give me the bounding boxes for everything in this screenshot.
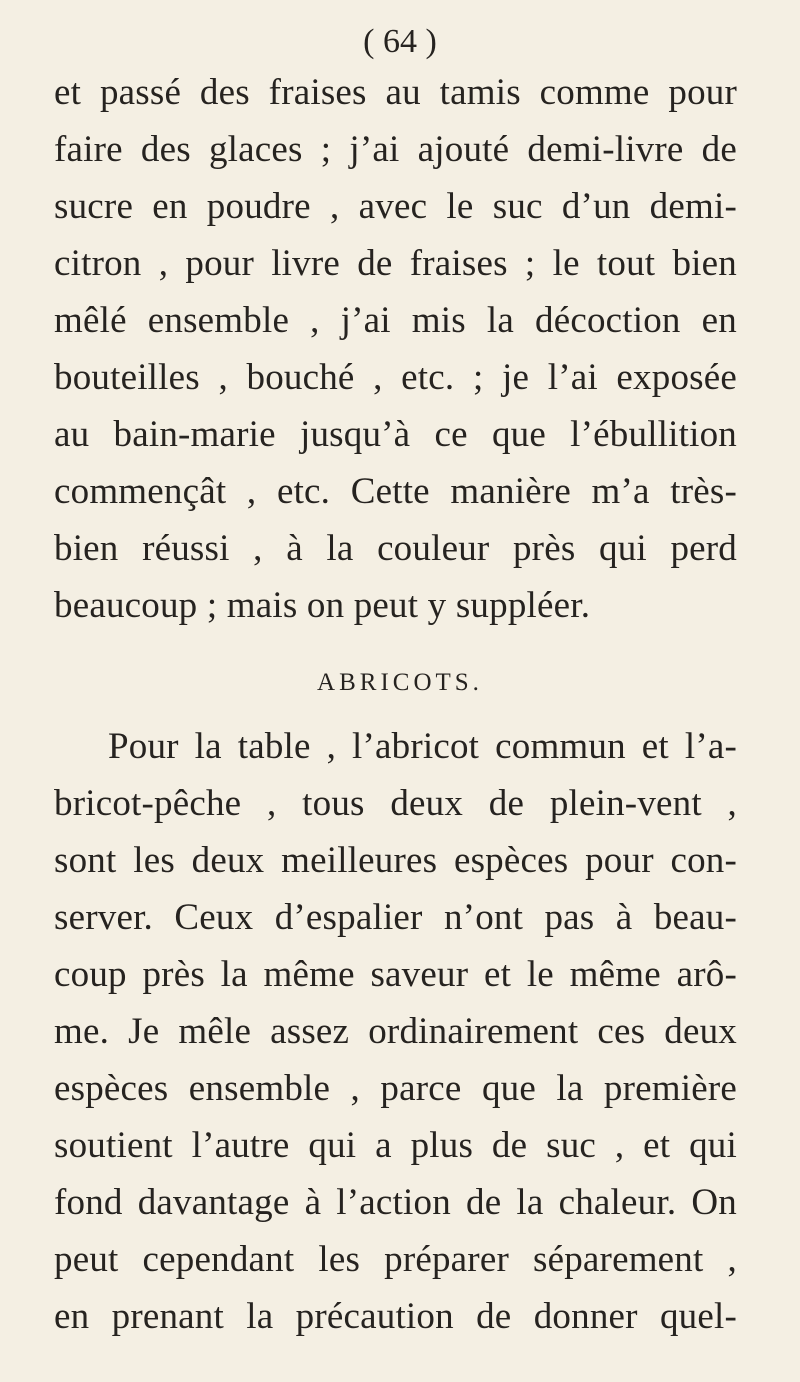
text-line: faire des glaces ; j’ai ajouté demi-livre de [54, 129, 737, 170]
text-line: au bain-marie jusqu’à ce que l’ébullition [54, 414, 737, 455]
text-line: espèces ensemble , parce que la première [54, 1068, 737, 1109]
text-line: mêlé ensemble , j’ai mis la décoction en [54, 300, 737, 341]
text-line: me. Je mêle assez ordinairement ces deux [54, 1011, 737, 1052]
text-line: commençât , etc. Cette manière m’a très- [54, 471, 737, 512]
text-line: server. Ceux d’espalier n’ont pas à beau- [54, 897, 737, 938]
text-line: citron , pour livre de fraises ; le tout bien [54, 243, 737, 284]
text-line: et passé des fraises au tamis comme pour [54, 72, 737, 113]
text-line: bricot-pêche , tous deux de plein-vent , [54, 783, 737, 824]
text-line: sucre en poudre , avec le suc d’un demi- [54, 186, 737, 227]
text-line: bouteilles , bouché , etc. ; je l’ai exposée [54, 357, 737, 398]
page-number: ( 64 ) [363, 23, 437, 60]
text-line: en prenant la précaution de donner quel- [54, 1296, 737, 1337]
text-line: beaucoup ; mais on peut y suppléer. [54, 585, 591, 626]
text-line: soutient l’autre qui a plus de suc , et qui [54, 1125, 737, 1166]
text-line: fond davantage à l’action de la chaleur. On [54, 1182, 737, 1223]
text-line: sont les deux meilleures espèces pour con- [54, 840, 737, 881]
text-line: coup près la même saveur et le même arô- [54, 954, 737, 995]
text-line: bien réussi , à la couleur près qui perd [54, 528, 737, 569]
text-line: Pour la table , l’abricot commun et l’a- [108, 726, 737, 767]
section-heading: ABRICOTS. [317, 669, 483, 696]
text-line: peut cependant les préparer séparement , [54, 1239, 737, 1280]
